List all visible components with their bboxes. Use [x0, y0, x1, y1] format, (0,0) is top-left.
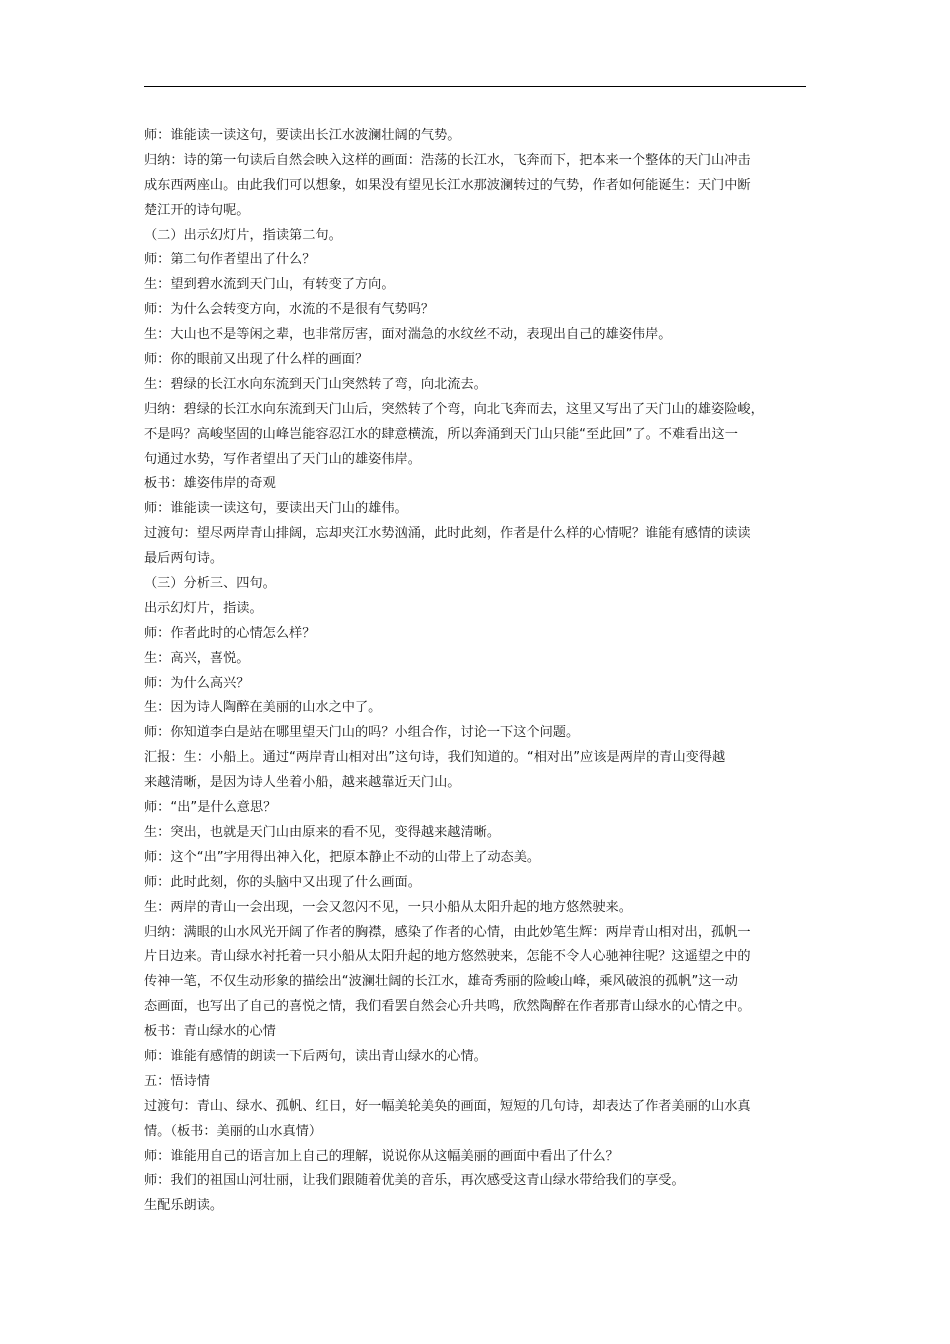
text-line: 师：谁能用自己的语言加上自己的理解，说说你从这幅美丽的画面中看出了什么？ — [144, 1148, 619, 1164]
text-line: 师：此时此刻，你的头脑中又出现了什么画面。 — [144, 874, 421, 890]
text-line: 生配乐朗读。 — [144, 1198, 224, 1214]
text-line: 师：我们的祖国山河壮丽，让我们跟随着优美的音乐，再次感受这青山绿水带给我们的享受。 — [144, 1173, 685, 1189]
text-line: 师：这个“出”字用得出神入化，把原本静止不动的山带上了动态美。 — [144, 849, 541, 865]
text-line: （二）出示幻灯片，指读第二句。 — [144, 227, 342, 243]
text-line: 最后两句诗。 — [144, 551, 224, 567]
text-line: 汇报：生：小船上。通过“两岸青山相对出”这句诗，我们知道的。“相对出”应该是两岸的青山变得越 — [144, 750, 726, 766]
text-line: 师：作者此时的心情怎么样？ — [144, 625, 316, 641]
text-line: 归纳：碧绿的长江水向东流到天门山后，突然转了个弯，向北飞奔而去，这里又写出了天门山的雄姿险峻， — [144, 401, 764, 417]
text-line: 生：碧绿的长江水向东流到天门山突然转了弯，向北流去。 — [144, 376, 487, 392]
text-line: 句通过水势，写作者望出了天门山的雄姿伟岸。 — [144, 451, 421, 467]
text-line: 生：突出，也就是天门山由原来的看不见，变得越来越清晰。 — [144, 824, 501, 840]
text-line: 不是吗？高峻坚固的山峰岂能容忍江水的肆意横流，所以奔涌到天门山只能“至此回”了。不难看出这一 — [144, 426, 738, 442]
text-line: 师：谁能读一读这句，要读出天门山的雄伟。 — [144, 501, 408, 517]
text-line: 师：你的眼前又出现了什么样的画面？ — [144, 352, 369, 368]
text-line: 板书：雄姿伟岸的奇观 — [144, 476, 276, 492]
text-line: 来越清晰，是因为诗人坐着小船，越来越靠近天门山。 — [144, 775, 461, 791]
text-line: 过渡句：青山、绿水、孤帆、红日，好一幅美轮美奂的画面，短短的几句诗，却表达了作者美丽的山水真 — [144, 1098, 751, 1114]
text-line: 生：大山也不是等闲之辈，也非常厉害，面对湍急的水纹丝不动，表现出自己的雄姿伟岸。 — [144, 327, 672, 343]
text-line: 板书：青山绿水的心情 — [144, 1024, 276, 1040]
text-line: 态画面，也写出了自己的喜悦之情，我们看罢自然会心升共鸣，欣然陶醉在作者那青山绿水的心情之中。 — [144, 999, 751, 1015]
text-line: 师：第二句作者望出了什么？ — [144, 252, 316, 268]
text-line: 五：悟诗情 — [144, 1073, 210, 1089]
text-line: 生：因为诗人陶醉在美丽的山水之中了。 — [144, 700, 382, 716]
text-line: 归纳：诗的第一句读后自然会映入这样的画面：浩荡的长江水，飞奔而下，把本来一个整体的天门山冲击 — [144, 152, 751, 168]
text-line: 传神一笔，不仅生动形象的描绘出“波澜壮阔的长江水，雄奇秀丽的险峻山峰，乘风破浪的孤帆”这一动 — [144, 974, 738, 990]
text-line: 出示幻灯片，指读。 — [144, 600, 263, 616]
text-line: 生：望到碧水流到天门山，有转变了方向。 — [144, 277, 395, 293]
text-line: 生：两岸的青山一会出现，一会又忽闪不见，一只小船从太阳升起的地方悠然驶来。 — [144, 899, 632, 915]
document-body — [144, 124, 814, 1219]
text-line: 成东西两座山。由此我们可以想象，如果没有望见长江水那波澜转过的气势，作者如何能诞生：天门中断 — [144, 177, 751, 193]
text-line: 情。（板书：美丽的山水真情） — [144, 1123, 323, 1139]
text-line: 楚江开的诗句呢。 — [144, 202, 250, 218]
text-line: 师：你知道李白是站在哪里望天门山的吗？小组合作，讨论一下这个问题。 — [144, 725, 580, 741]
header-rule — [144, 86, 806, 87]
text-line: （三）分析三、四句。 — [144, 576, 276, 592]
text-line: 师：“出”是什么意思？ — [144, 800, 277, 816]
text-line: 生：高兴，喜悦。 — [144, 650, 250, 666]
text-line: 师：为什么会转变方向，水流的不是很有气势吗？ — [144, 302, 435, 318]
text-line: 师：谁能读一读这句，要读出长江水波澜壮阔的气势。 — [144, 128, 461, 143]
text-line: 过渡句：望尽两岸青山排阔，忘却夹江水势汹涌，此时此刻，作者是什么样的心情呢？谁能有感情的读读 — [144, 526, 751, 542]
text-line: 归纳：满眼的山水风光开阔了作者的胸襟，感染了作者的心情，由此妙笔生辉：两岸青山相对出，孤帆一 — [144, 924, 751, 940]
text-line: 片日边来。青山绿水衬托着一只小船从太阳升起的地方悠然驶来，怎能不令人心驰神往呢？这遥望之中的 — [144, 949, 751, 965]
text-line: 师：谁能有感情的朗读一下后两句，读出青山绿水的心情。 — [144, 1048, 487, 1064]
text-line: 师：为什么高兴？ — [144, 675, 250, 691]
